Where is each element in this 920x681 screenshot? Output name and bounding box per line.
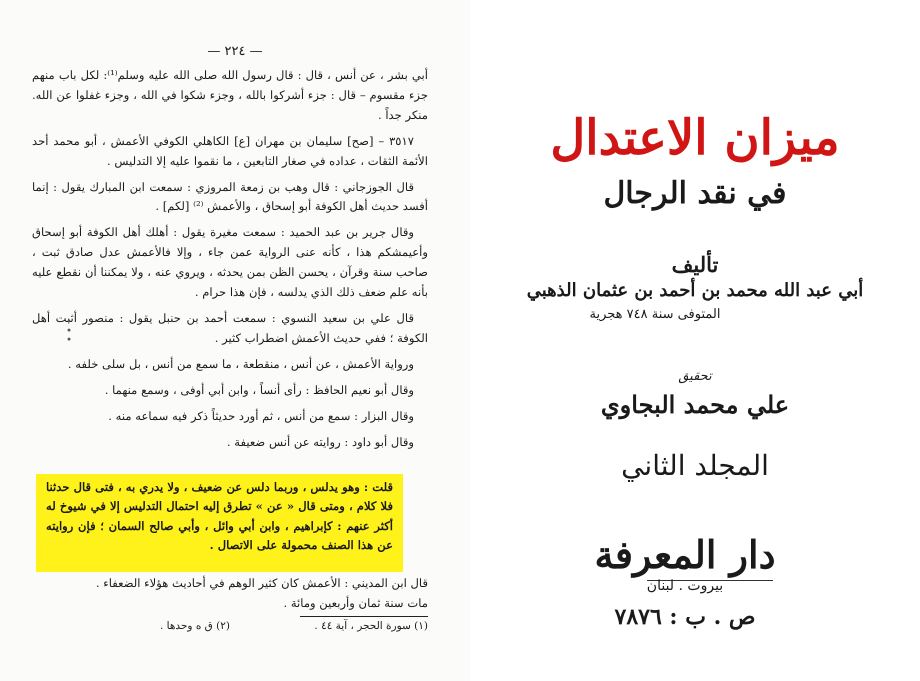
footnote: (١) سورة الحجر ، آية ٤٤ . xyxy=(314,620,428,632)
page-number: — ٢٢٤ — xyxy=(207,44,263,59)
paragraph: وقال أبو داود : روايته عن أنس ضعيفة . xyxy=(226,434,414,449)
paragraph: قال الجوزجاني : قال وهب بن زمعة المروزي : سمعت ابن المبارك يقول : إنما أفسد حديث أهل الكوفة أبو إسحاق ، والأعمش ⁽²⁾ [لكم] . xyxy=(32,179,428,214)
paragraph: وقال أبو نعيم الحافظ : رأى أنساً ، وابن أبي أوفى ، وسمع منهما . xyxy=(104,382,414,397)
paragraph: وقال جرير بن عبد الحميد : سمعت مغيرة يقول : أهلك أهل الكوفة أبو إسحاق وأعيمشكم هذا ، كأنه عنى الرواية عمن جاء ، وإلا فالأعمش عدل صادق ثبت ، صاحب سنة وقرآن ، يحسن الظن بمن يحدثه ، ويروي عنه ، ولا يمكننا أن نقطع عليه بأنه علم ضعف ذلك الذي يدلسه ، فإن هذا حرام . xyxy=(32,225,428,300)
footnotes xyxy=(160,620,428,632)
paragraph: قال علي بن سعيد النسوي : سمعت أحمد بن حنبل يقول : منصور أثبت أهل الكوفة ؛ ففي حديث الأعمش اضطراب كثير . xyxy=(32,310,428,345)
publisher-city: بيروت . لبنان xyxy=(646,578,724,594)
authorship-label: تأليف xyxy=(671,252,719,277)
paragraph: وقال البزار : سمع من أنس ، ثم أورد حديثاً ذكر فيه سماعه منه . xyxy=(108,408,414,423)
closing-text xyxy=(32,574,428,614)
author-death-year: المتوفى سنة ٧٤٨ هجرية xyxy=(589,307,721,322)
footnote: (٢) ق ه وحدها . xyxy=(160,620,230,632)
entry-3517: ٣٥١٧ – [صح] سليمان بن مهران [ع] الكاهلي الكوفي الأعمش ، أبو محمد أحد الأئمة الثقات ، عداده في صغار التابعين ، ما نقموا عليه إلا التدليس . xyxy=(32,133,428,168)
paragraph: قال ابن المديني : الأعمش كان كثير الوهم في أحاديث هؤلاء الضعفاء . xyxy=(95,576,428,590)
margin-mark: • • • xyxy=(62,318,73,343)
footnote-divider xyxy=(300,616,428,617)
editor-label: تحقيق xyxy=(678,369,712,384)
book-subtitle: في نقد الرجال xyxy=(603,176,787,211)
author-name: أبي عبد الله محمد بن أحمد بن عثمان الذهبي xyxy=(526,280,864,301)
book-title: ميزان الاعتدال xyxy=(550,110,840,166)
editor-name: علي محمد البجاوي xyxy=(600,390,790,419)
paragraph: ورواية الأعمش ، عن أنس ، منقطعة ، ما سمع من أنس ، بل سلى خلفه . xyxy=(67,356,414,371)
po-box: ص . ب : ٧٨٧٦ xyxy=(614,604,756,630)
publisher-name: دار المعرفة xyxy=(594,532,776,577)
title-page xyxy=(470,0,920,681)
paragraph: مات سنة ثمان وأربعين ومائة . xyxy=(283,595,428,610)
volume-label: المجلد الثاني xyxy=(621,449,769,482)
body-text xyxy=(32,66,428,458)
paragraph: أبي بشر ، عن أنس ، قال : قال رسول الله صلى الله عليه وسلم⁽¹⁾: لكل باب منهم جزء مقسوم – قال : جزء أشركوا بالله ، وجزء شكوا في الله ، وجزء غفلوا عن الله. منكر جداً . xyxy=(32,68,428,122)
highlighted-passage: قلت : وهو يدلس ، وربما دلس عن ضعيف ، ولا يدري به ، فتى قال حدثنا فلا كلام ، ومتى قال « عن » تطرق إليه احتمال التدليس إلا في شيوخ له أكثر عنهم : كإبراهيم ، وابن أبي وائل ، وأبي صالح السمان ؛ فإن روايته عن هذا الصنف محمولة على الاتصال . xyxy=(36,474,403,572)
